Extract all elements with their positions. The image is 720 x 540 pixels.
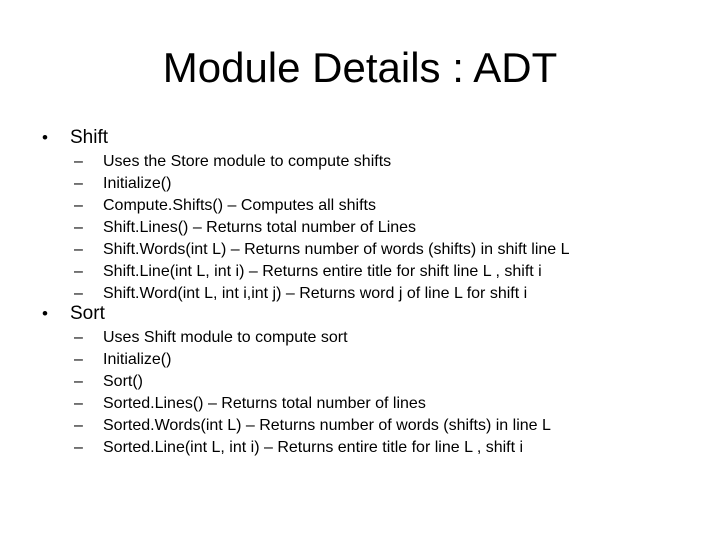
bullet-shift bbox=[0, 124, 720, 151]
list-item-text: Sorted.Words(int L) – Returns number of words (shifts) in line L bbox=[103, 417, 551, 434]
dash-marker: – bbox=[74, 439, 83, 456]
bullet-label-shift: Shift bbox=[70, 127, 109, 148]
dash-marker: – bbox=[74, 197, 83, 214]
shift-sub-list bbox=[0, 151, 720, 305]
list-item-text: Uses the Store module to compute shifts bbox=[103, 153, 392, 170]
list-item-text: Compute.Shifts() – Computes all shifts bbox=[103, 197, 376, 214]
bullet-dot: • bbox=[42, 128, 48, 147]
dash-marker: – bbox=[74, 175, 83, 192]
list-item bbox=[0, 217, 720, 239]
dash-marker: – bbox=[74, 219, 83, 236]
dash-marker: – bbox=[74, 263, 83, 280]
list-item bbox=[0, 393, 720, 415]
list-item bbox=[0, 195, 720, 217]
dash-marker: – bbox=[74, 373, 83, 390]
dash-marker: – bbox=[74, 417, 83, 434]
bullet-dot: • bbox=[42, 304, 48, 323]
list-item-text: Shift.Words(int L) – Returns number of words (shifts) in shift line L bbox=[103, 241, 570, 258]
list-item-text: Shift.Lines() – Returns total number of Lines bbox=[103, 219, 417, 236]
list-item-text: Initialize() bbox=[103, 175, 172, 192]
section-sort bbox=[0, 300, 720, 459]
dash-marker: – bbox=[74, 351, 83, 368]
bullet-sort bbox=[0, 300, 720, 327]
list-item-text: Shift.Word(int L, int i,int j) – Returns word j of line L for shift i bbox=[103, 285, 528, 302]
dash-marker: – bbox=[74, 329, 83, 346]
list-item bbox=[0, 261, 720, 283]
list-item bbox=[0, 327, 720, 349]
list-item bbox=[0, 239, 720, 261]
dash-marker: – bbox=[74, 153, 83, 170]
list-item bbox=[0, 437, 720, 459]
list-item bbox=[0, 173, 720, 195]
section-shift bbox=[0, 124, 720, 305]
list-item-text: Shift.Line(int L, int i) – Returns entire title for shift line L , shift i bbox=[103, 263, 542, 280]
list-item-text: Initialize() bbox=[103, 351, 172, 368]
list-item bbox=[0, 415, 720, 437]
list-item-text: Uses Shift module to compute sort bbox=[103, 329, 348, 346]
dash-marker: – bbox=[74, 395, 83, 412]
list-item bbox=[0, 349, 720, 371]
dash-marker: – bbox=[74, 285, 83, 302]
bullet-label-sort: Sort bbox=[70, 303, 105, 324]
slide-title: Module Details : ADT bbox=[162, 44, 558, 91]
dash-marker: – bbox=[74, 241, 83, 258]
list-item-text: Sort() bbox=[103, 373, 143, 390]
list-item-text: Sorted.Lines() – Returns total number of lines bbox=[103, 395, 426, 412]
list-item-text: Sorted.Line(int L, int i) – Returns entire title for line L , shift i bbox=[103, 439, 524, 456]
list-item bbox=[0, 371, 720, 393]
list-item bbox=[0, 151, 720, 173]
sort-sub-list bbox=[0, 327, 720, 459]
